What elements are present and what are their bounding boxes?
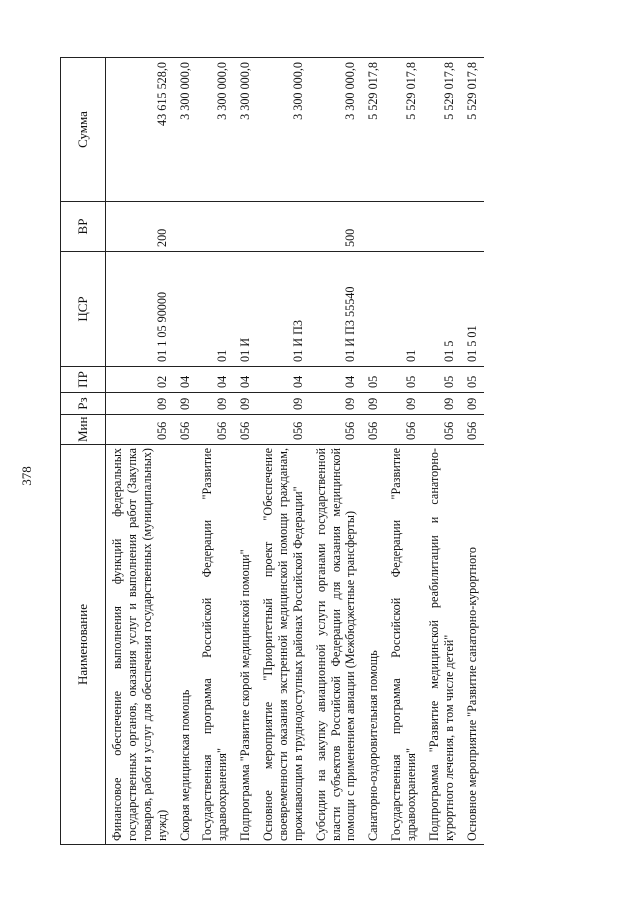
row-sum: 5 529 017,8: [461, 58, 484, 202]
row-vr: 500: [310, 202, 363, 252]
row-vr: [196, 202, 234, 252]
row-min: 056: [362, 415, 385, 445]
header-csr: ЦСР: [61, 252, 106, 367]
row-name: Скорая медицинская помощь: [174, 445, 197, 845]
row-rz: 09: [257, 393, 310, 415]
table-row: [385, 58, 423, 845]
row-name: Субсидии на закупку авиационной услуги органами государственной власти субъектов Российской Федерации для оказания медицинской помощи с применением авиации (Межбюджетные трансферты): [310, 445, 363, 845]
row-rz: 09: [310, 393, 363, 415]
row-min: 056: [423, 415, 461, 445]
row-rz: 09: [461, 393, 484, 415]
row-name: Государственная программа Российской Федерации "Развитие здравоохранения": [196, 445, 234, 845]
table-row: [310, 58, 363, 845]
row-min: 056: [310, 415, 363, 445]
row-csr: 01 5: [423, 252, 461, 367]
table-row: [234, 58, 257, 845]
row-pr: 05: [362, 367, 385, 393]
table-row: [174, 58, 197, 845]
row-vr: [385, 202, 423, 252]
row-rz: 09: [234, 393, 257, 415]
row-csr: [362, 252, 385, 367]
table-row: [257, 58, 310, 845]
row-pr: 05: [423, 367, 461, 393]
row-min: 056: [461, 415, 484, 445]
row-pr: 02: [106, 367, 174, 393]
row-name: Основное мероприятие "Развитие санаторно-курортного: [461, 445, 484, 845]
row-min: 056: [174, 415, 197, 445]
row-sum: 43 615 528,0: [106, 58, 174, 202]
table-row: [196, 58, 234, 845]
header-pr: ПР: [61, 367, 106, 393]
row-name: Финансовое обеспечение выполнения функций федеральных государственных органов, оказания услуг и выполнения работ (Закупка товаров, работ и услуг для обеспечения государственных (муниципальных) нужд): [106, 445, 174, 845]
row-min: 056: [385, 415, 423, 445]
row-csr: 01 1 05 90000: [106, 252, 174, 367]
row-csr: [174, 252, 197, 367]
row-pr: 05: [385, 367, 423, 393]
table-row: [362, 58, 385, 845]
row-vr: [362, 202, 385, 252]
row-csr: 01: [196, 252, 234, 367]
row-csr: 01 И П3 55540: [310, 252, 363, 367]
table-header-row: [61, 58, 106, 845]
row-sum: 3 300 000,0: [257, 58, 310, 202]
row-sum: 3 300 000,0: [310, 58, 363, 202]
header-rz: Рз: [61, 393, 106, 415]
row-vr: [174, 202, 197, 252]
row-name: Подпрограмма "Развитие медицинской реабилитации и санаторно-курортного лечения, в том числе детей": [423, 445, 461, 845]
row-sum: 5 529 017,8: [423, 58, 461, 202]
table-row: [106, 58, 174, 845]
row-name: Подпрограмма "Развитие скорой медицинской помощи": [234, 445, 257, 845]
row-pr: 04: [257, 367, 310, 393]
row-vr: [461, 202, 484, 252]
row-pr: 04: [310, 367, 363, 393]
header-name: Наименование: [61, 445, 106, 845]
row-rz: 09: [196, 393, 234, 415]
row-rz: 09: [174, 393, 197, 415]
row-min: 056: [234, 415, 257, 445]
row-rz: 09: [362, 393, 385, 415]
row-csr: 01: [385, 252, 423, 367]
row-sum: 5 529 017,8: [385, 58, 423, 202]
row-rz: 09: [385, 393, 423, 415]
row-min: 056: [257, 415, 310, 445]
row-rz: 09: [106, 393, 174, 415]
row-name: Государственная программа Российской Федерации "Развитие здравоохранения": [385, 445, 423, 845]
row-pr: 04: [174, 367, 197, 393]
row-vr: 200: [106, 202, 174, 252]
header-sum: Сумма: [61, 58, 106, 202]
row-csr: 01 И П3: [257, 252, 310, 367]
row-sum: 3 300 000,0: [234, 58, 257, 202]
row-rz: 09: [423, 393, 461, 415]
row-vr: [234, 202, 257, 252]
row-sum: 3 300 000,0: [174, 58, 197, 202]
row-pr: 04: [234, 367, 257, 393]
row-csr: 01 И: [234, 252, 257, 367]
header-vr: ВР: [61, 202, 106, 252]
budget-table-sheet: [60, 58, 592, 845]
row-min: 056: [196, 415, 234, 445]
row-pr: 05: [461, 367, 484, 393]
page-number: 378: [19, 466, 34, 486]
row-csr: 01 5 01: [461, 252, 484, 367]
row-sum: 5 529 017,8: [362, 58, 385, 202]
row-name: Санаторно-оздоровительная помощь: [362, 445, 385, 845]
header-min: Мин: [61, 415, 106, 445]
table-row: [423, 58, 461, 845]
table-row: [461, 58, 484, 845]
row-min: 056: [106, 415, 174, 445]
budget-table: [60, 57, 484, 845]
row-name: Основное мероприятие "Приоритетный проект "Обеспечение своевременности оказания экстренной медицинской помощи гражданам, проживающим в труднодоступных районах Российской Федерации": [257, 445, 310, 845]
row-sum: 3 300 000,0: [196, 58, 234, 202]
row-pr: 04: [196, 367, 234, 393]
row-vr: [257, 202, 310, 252]
row-vr: [423, 202, 461, 252]
